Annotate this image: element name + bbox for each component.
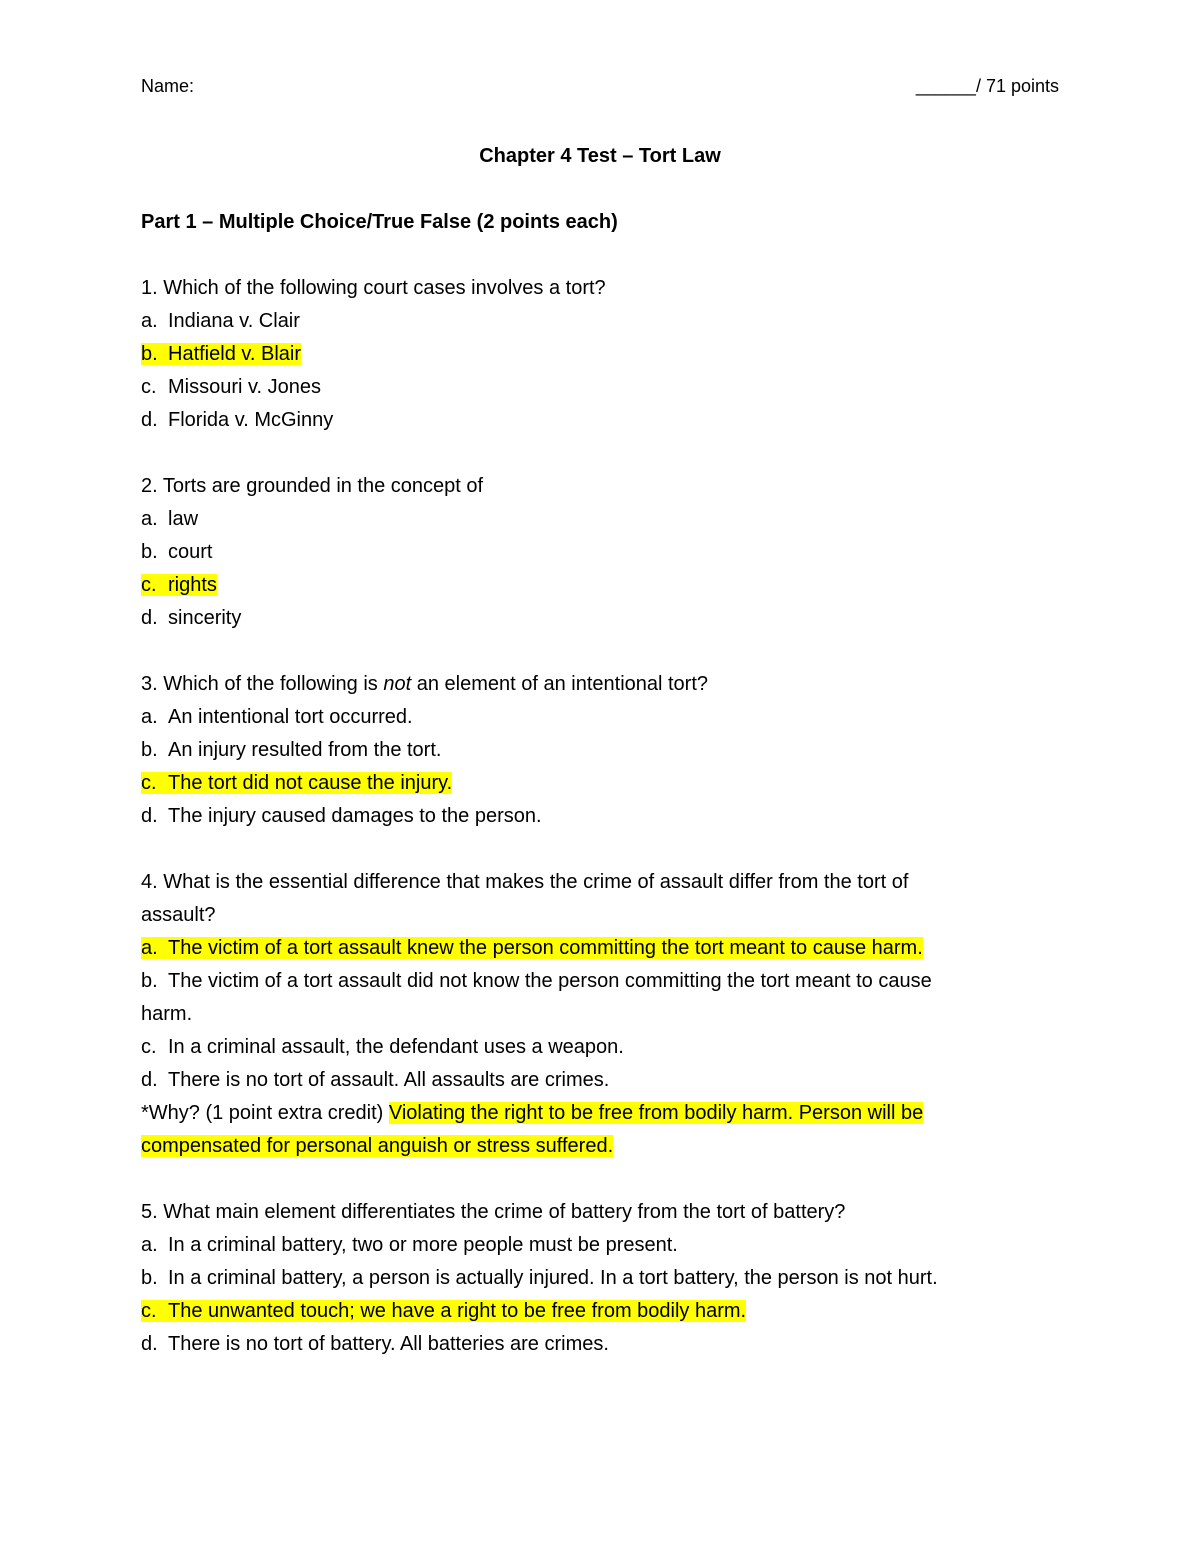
- q1-stem: 1. Which of the following court cases involves a tort?: [141, 277, 606, 299]
- q2-option-b: b. court: [141, 541, 213, 563]
- q2-option-c-correct: c. rights: [141, 574, 217, 596]
- q4-option-d: d. There is no tort of assault. All assaults are crimes.: [141, 1069, 610, 1091]
- q2-option-a: a. law: [141, 508, 199, 530]
- q1-option-c: c. Missouri v. Jones: [141, 376, 322, 398]
- q2-option-d: d. sincerity: [141, 607, 242, 629]
- q4-why-line1: [141, 1098, 923, 1128]
- q5-option-d: d. There is no tort of battery. All batteries are crimes.: [141, 1333, 609, 1355]
- q5-stem: 5. What main element differentiates the crime of battery from the tort of battery?: [141, 1201, 846, 1223]
- q3-stem: 3. Which of the following is not an element of an intentional tort?: [141, 673, 709, 695]
- q4-option-c: c. In a criminal assault, the defendant uses a weapon.: [141, 1036, 624, 1058]
- q3-option-c-correct: c. The tort did not cause the injury.: [141, 772, 453, 794]
- q5-option-b: b. In a criminal battery, a person is actually injured. In a tort battery, the person is not hurt.: [141, 1267, 938, 1289]
- name-label: Name:: [141, 76, 195, 96]
- q3-option-a: a. An intentional tort occurred.: [141, 706, 413, 728]
- q4-stem-line2: assault?: [141, 904, 216, 926]
- q4-why-line2: compensated for personal anguish or stress suffered.: [141, 1135, 614, 1157]
- q4-stem-line1: 4. What is the essential difference that makes the crime of assault differ from the tort of: [141, 871, 909, 893]
- q1-option-a: a. Indiana v. Clair: [141, 310, 300, 332]
- q3-option-b: b. An injury resulted from the tort.: [141, 739, 442, 761]
- q4-option-b: b. The victim of a tort assault did not know the person committing the tort meant to cause: [141, 970, 932, 992]
- q1-option-b-correct: b. Hatfield v. Blair: [141, 343, 302, 365]
- page-title: Chapter 4 Test – Tort Law: [479, 145, 721, 167]
- q2-stem: 2. Torts are grounded in the concept of: [141, 475, 484, 497]
- q5-option-a: a. In a criminal battery, two or more people must be present.: [141, 1234, 678, 1256]
- q3-option-d: d. The injury caused damages to the person.: [141, 805, 542, 827]
- q5-option-c-correct: c. The unwanted touch; we have a right to be free from bodily harm.: [141, 1300, 747, 1322]
- q4-why-label: *Why? (1 point extra credit): [141, 1102, 389, 1124]
- q4-option-b-continuation: harm.: [141, 1003, 193, 1025]
- q4-why-answer: Violating the right to be free from bodily harm. Person will be: [388, 1102, 924, 1124]
- q4-option-a-correct: a. The victim of a tort assault knew the person committing the tort meant to cause harm.: [141, 937, 923, 959]
- part1-heading: Part 1 – Multiple Choice/True False (2 points each): [141, 211, 618, 233]
- q1-option-d: d. Florida v. McGinny: [141, 409, 334, 431]
- points-label: ______/ 71 points: [915, 76, 1059, 96]
